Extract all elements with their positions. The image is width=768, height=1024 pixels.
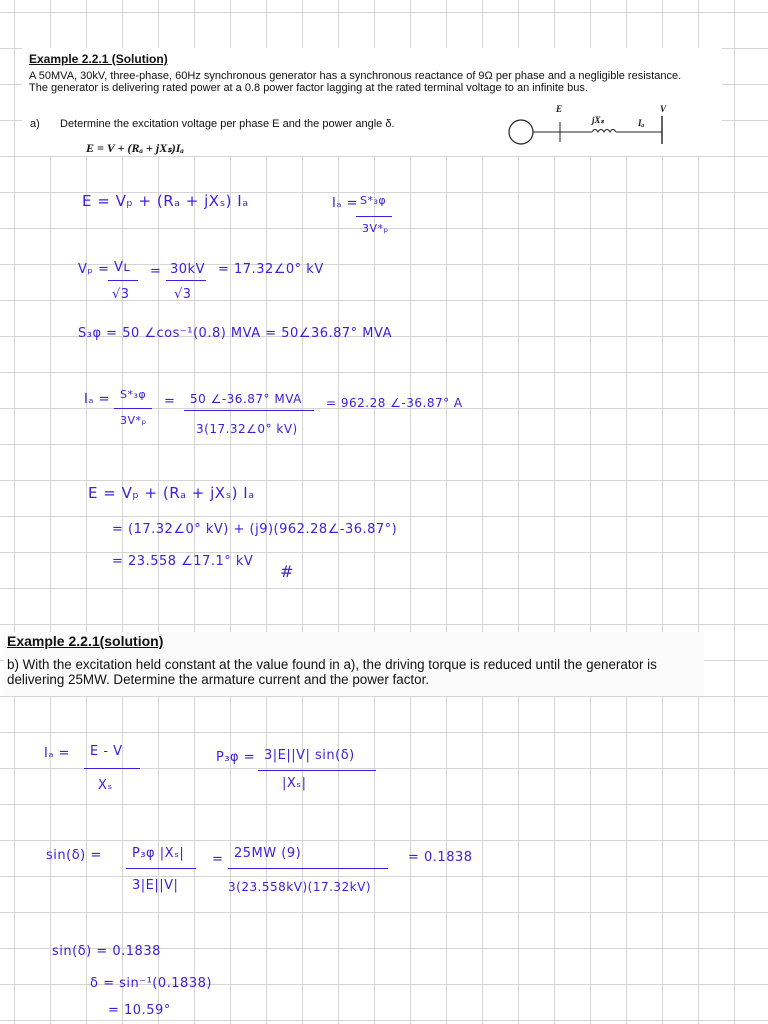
vp-fraction-bar-1: [108, 280, 138, 281]
ia2-numerator-1: S*₃φ: [120, 388, 147, 401]
vp-numerator-2: 30kV: [170, 262, 205, 277]
sin-denominator-2: 3(23.558kV)(17.32kV): [228, 880, 372, 894]
e-calc-result: = 23.558 ∠17.1° kV: [112, 554, 254, 569]
sin-equals: =: [212, 852, 224, 867]
problem-b-text: b) With the excitation held constant at the value found in a), the driving torque is reduced until the generator is delivering 25MW. Determine the armature current and the power factor.: [7, 657, 657, 687]
circuit-label-ia: Iₐ: [638, 118, 645, 128]
ib-denominator: Xₛ: [98, 778, 113, 793]
vp-denominator-1: √3: [112, 287, 130, 302]
vp-denominator-2: √3: [174, 287, 192, 302]
circuit-label-jxs: jXₛ: [592, 115, 604, 125]
sin-numerator-2: 25MW (9): [234, 846, 302, 861]
ia2-numerator-2: 50 ∠-36.87° MVA: [190, 392, 302, 406]
vp-numerator-1: Vʟ: [114, 260, 131, 275]
sin-denominator-1: 3|E||V|: [132, 878, 179, 893]
ia2-denominator-1: 3V*ₚ: [120, 414, 147, 427]
e-calc-line-1: E = Vₚ + (Rₐ + jXₛ) Iₐ: [88, 484, 255, 502]
ia2-result: = 962.28 ∠-36.87° A: [326, 396, 463, 410]
problem-a-text: A 50MVA, 30kV, three-phase, 60Hz synchronous generator has a synchronous reactance of 9Ω per phase and a negligible resistance. The generator is delivering rated power at a 0.8 power factor lagging at the rated terminal voltage to an infinite bus.: [29, 70, 682, 95]
ib-label: Iₐ =: [44, 746, 70, 761]
ia2-denominator-2: 3(17.32∠0° kV): [196, 422, 298, 436]
printed-formula: E = V + (Rₐ + jXₛ)Iₐ: [86, 141, 184, 155]
question-a-label: a): [30, 118, 40, 130]
handwritten-eq-e: E = Vₚ + (Rₐ + jXₛ) Iₐ: [82, 192, 249, 210]
e-calc-line-2: = (17.32∠0° kV) + (j9)(962.28∠-36.87°): [112, 522, 398, 537]
vp-result: = 17.32∠0° kV: [218, 262, 324, 277]
vp-equals: =: [150, 264, 162, 279]
ia2-label: Iₐ =: [84, 392, 110, 407]
sin-fraction-bar-1: [126, 868, 196, 869]
ia2-fraction-bar-1: [114, 408, 152, 409]
vp-fraction-bar-2: [166, 280, 206, 281]
circuit-label-e: E: [556, 104, 563, 114]
power-fraction-bar: [258, 770, 376, 771]
ia-denominator: 3V*ₚ: [362, 222, 389, 235]
ib-fraction-bar: [84, 768, 140, 769]
sin-fraction-bar-2: [228, 868, 388, 869]
ia2-equals: =: [164, 394, 176, 409]
vp-label: Vₚ =: [78, 262, 110, 277]
circuit-diagram: [500, 104, 700, 154]
sin-result: = 0.1838: [408, 850, 473, 865]
example-a-title: Example 2.2.1 (Solution): [29, 52, 168, 66]
power-label: P₃φ =: [216, 750, 256, 765]
ia-fraction-bar: [356, 216, 392, 217]
sin-label: sin(δ) =: [46, 848, 102, 863]
question-a-text: Determine the excitation voltage per phase E and the power angle δ.: [60, 118, 395, 130]
ia-numerator: S*₃φ: [360, 194, 387, 207]
ia-label: Iₐ =: [332, 196, 358, 211]
power-denominator: |Xₛ|: [282, 776, 307, 791]
answer-mark: #: [280, 562, 294, 581]
apparent-power-line: S₃φ = 50 ∠cos⁻¹(0.8) MVA = 50∠36.87° MVA: [78, 326, 392, 341]
sin-numerator-1: P₃φ |Xₛ|: [132, 846, 185, 861]
ia2-fraction-bar-2: [184, 410, 314, 411]
reactance-symbol: [592, 130, 616, 133]
delta-line: δ = sin⁻¹(0.1838): [90, 976, 212, 991]
example-b-title: Example 2.2.1(solution): [7, 633, 164, 649]
sin-value-line: sin(δ) = 0.1838: [52, 944, 161, 959]
ib-numerator: E - V: [90, 744, 123, 759]
power-numerator: 3|E||V| sin(δ): [264, 748, 355, 763]
generator-symbol: [509, 120, 533, 144]
delta-result: = 10.59°: [108, 1003, 171, 1018]
circuit-label-v: V: [660, 104, 667, 114]
